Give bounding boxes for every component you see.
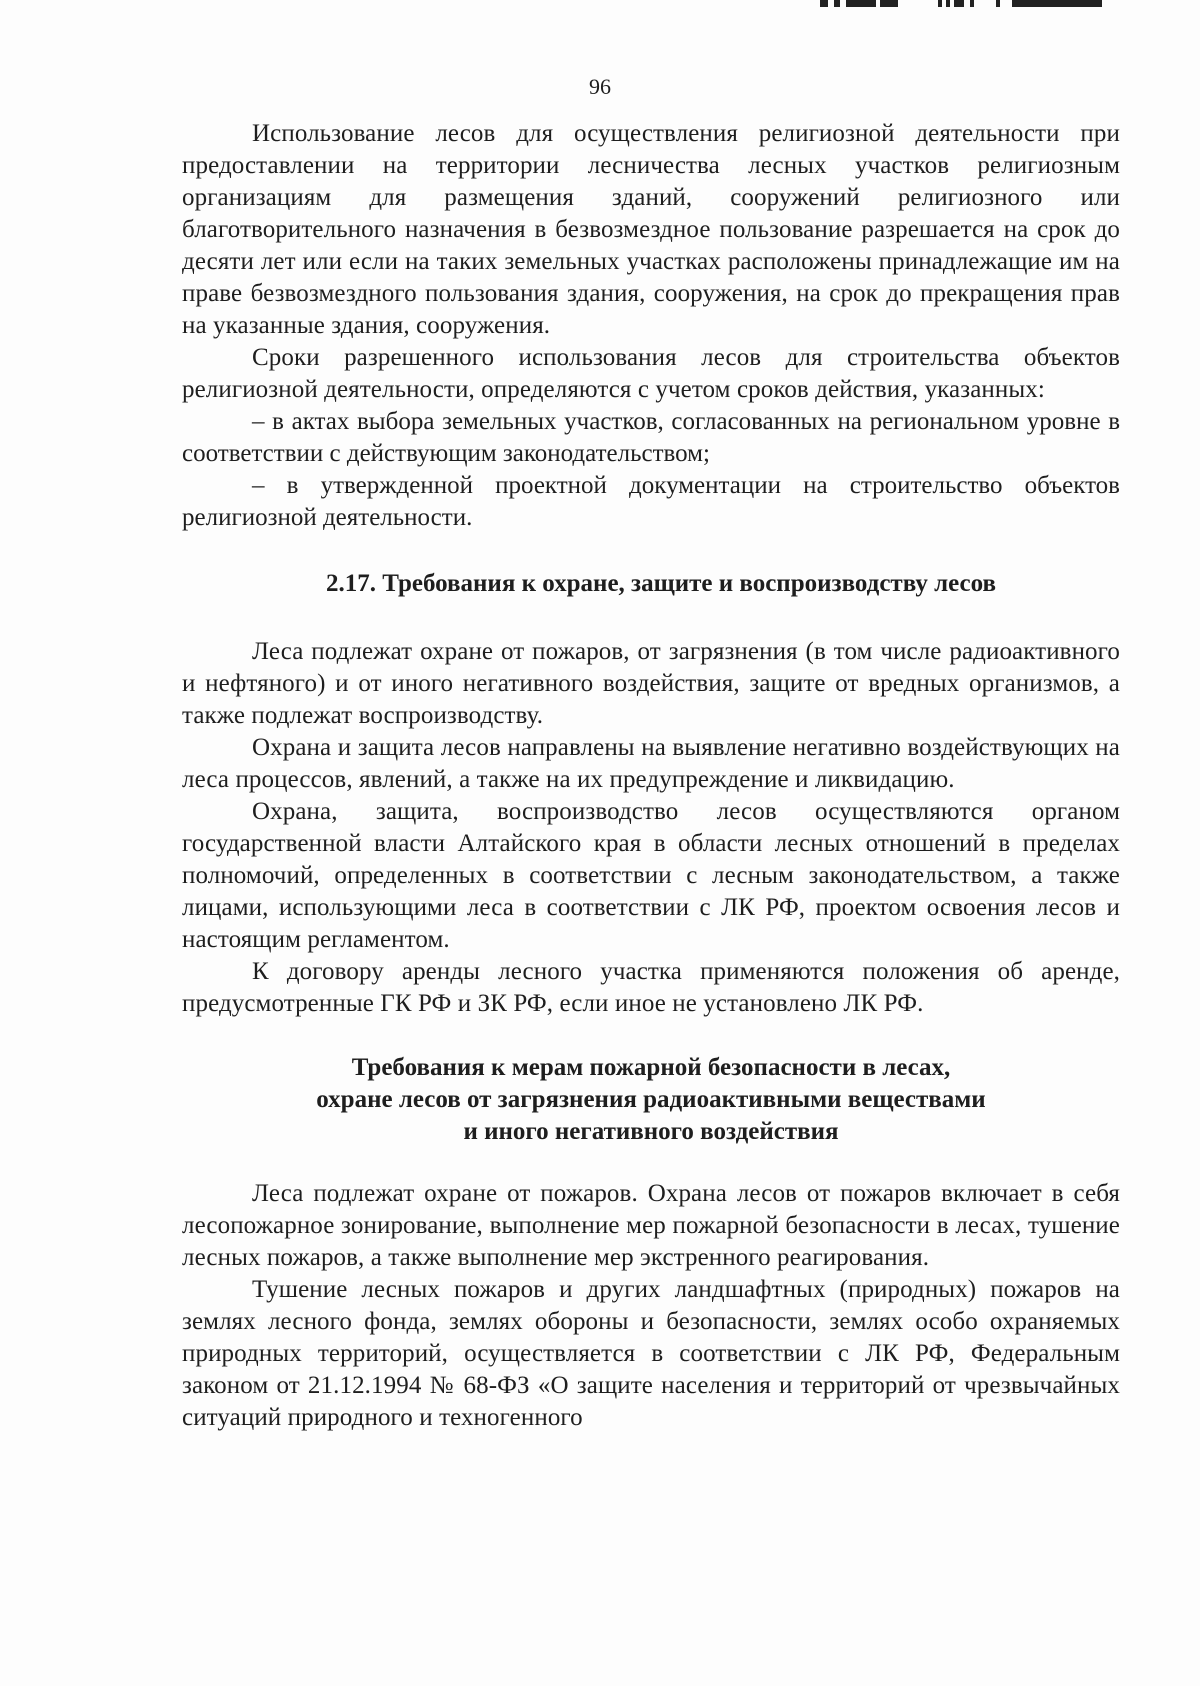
paragraph-fire-protection: Леса подлежат охране от пожаров. Охрана лесов от пожаров включает в себя лесопожарное зонирование, выполнение мер пожарной безопасности в лесах, тушение лесных пожаров, а также выполнение мер экстренного реагирования. <box>182 1180 1120 1271</box>
sub-heading-fire-safety <box>182 1052 1120 1148</box>
page-number: 96 <box>589 74 611 99</box>
paragraph-protection-aims: Охрана и защита лесов направлены на выявление негативно воздействующих на леса процессов, явлений, а также на их предупреждение и ликвидацию. <box>182 734 1120 793</box>
sub-heading-line-1: Требования к мерам пожарной безопасности в лесах, <box>351 1054 951 1081</box>
scan-artifact-marks <box>820 0 1140 10</box>
paragraph-responsible-bodies: Охрана, защита, воспроизводство лесов осуществляются органом государственной власти Алтайского края в области лесных отношений в пределах полномочий, определенных в соответствии с лесным законодательством, а также лицами, использующими леса в соответствии с ЛК РФ, проектом освоения лесов и настоящим регламентом. <box>182 798 1120 953</box>
list-item-land-selection-acts: – в актах выбора земельных участков, согласованных на региональном уровне в соответствии с действующим законодательством; <box>182 408 1120 467</box>
paragraph-fire-extinguishing: Тушение лесных пожаров и других ландшафтных (природных) пожаров на землях лесного фонда, землях обороны и безопасности, землях особо охраняемых природных территорий, осуществляется в соответствии с ЛК РФ, Федеральным законом от 21.12.1994 № 68-ФЗ «О защите населения и территорий от чрезвычайных ситуаций природного и техногенного <box>182 1276 1120 1431</box>
paragraph-religious-use: Использование лесов для осуществления религиозной деятельности при предоставлении на территории лесничества лесных участков религиозным организациям для размещения зданий, сооружений религиозного или благотворительного назначения в безвозмездное пользование разрешается на срок до десяти лет или если на таких земельных участках расположены принадлежащие им на праве безвозмездного пользования здания, сооружения, на срок до прекращения прав на указанные здания, сооружения. <box>182 120 1120 339</box>
list-item-project-documentation: – в утвержденной проектной документации на строительство объектов религиозной деятельности. <box>182 472 1120 531</box>
document-body <box>182 118 1120 1434</box>
sub-heading-line-3: и иного негативного воздействия <box>463 1118 839 1145</box>
paragraph-construction-terms: Сроки разрешенного использования лесов для строительства объектов религиозной деятельности, определяются с учетом сроков действия, указанных: <box>182 344 1120 403</box>
paragraph-lease-agreement: К договору аренды лесного участка применяются положения об аренде, предусмотренные ГК РФ и ЗК РФ, если иное не установлено ЛК РФ. <box>182 958 1120 1017</box>
section-heading-2-17: 2.17. Требования к охране, защите и воспроизводству лесов <box>326 570 996 597</box>
paragraph-forest-protection: Леса подлежат охране от пожаров, от загрязнения (в том числе радиоактивного и нефтяного) и от иного негативного воздействия, защите от вредных организмов, а также подлежат воспроизводству. <box>182 638 1120 729</box>
sub-heading-line-2: охране лесов от загрязнения радиоактивными веществами <box>316 1086 986 1113</box>
